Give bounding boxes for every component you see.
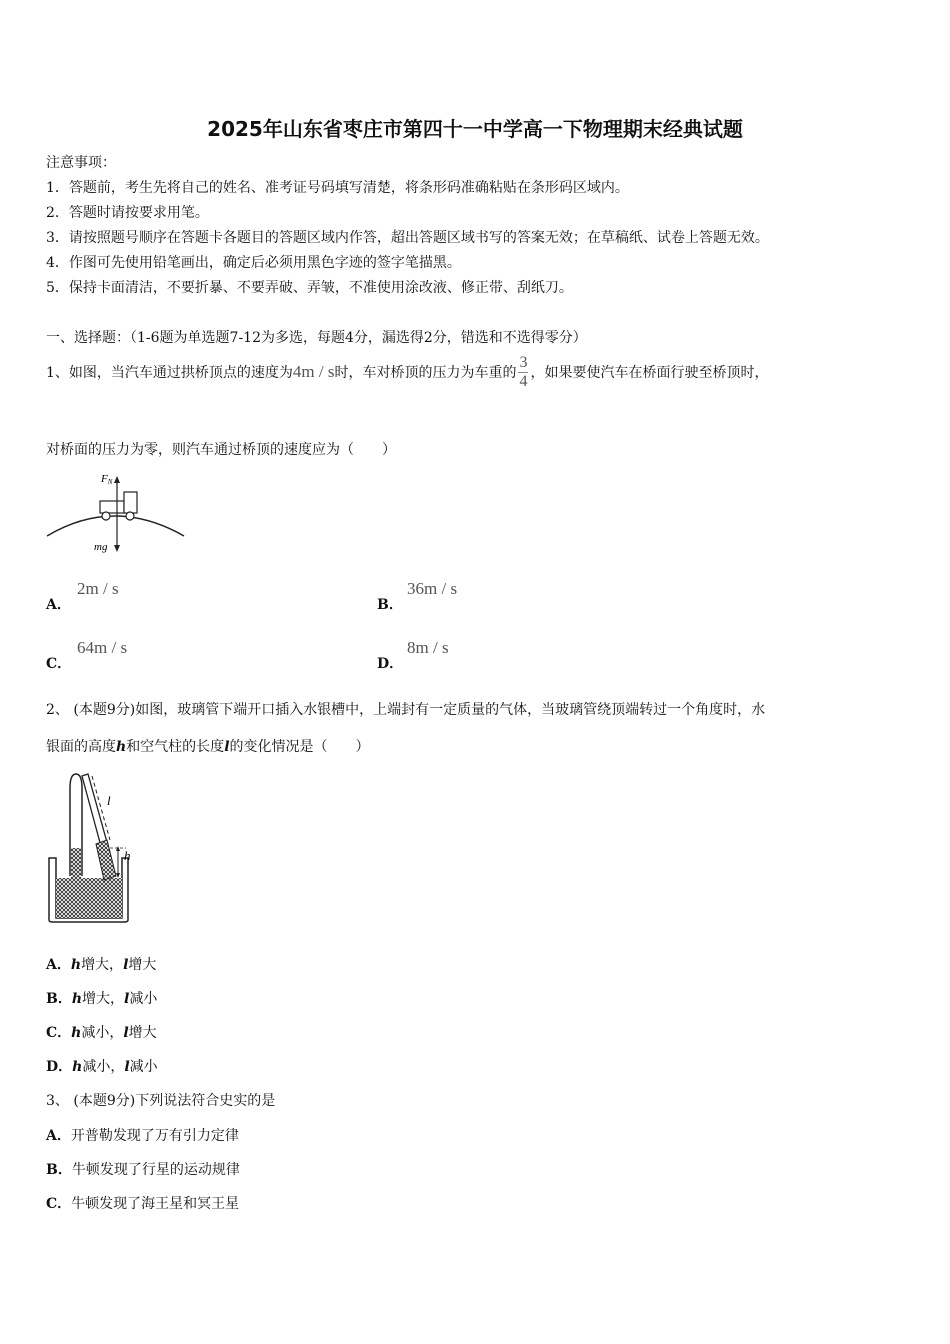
question-1-line1 xyxy=(46,350,768,394)
label-h: h xyxy=(124,848,131,863)
notice-item: 5．保持卡面清洁，不要折暴、不要弄破、弄皱，不准使用涂改液、修正带、刮纸刀。 xyxy=(46,280,573,296)
q1-option-c[interactable]: C． xyxy=(46,656,72,672)
q1-option-d[interactable]: D． xyxy=(377,656,404,672)
arrow-head-icon xyxy=(114,545,120,552)
bridge-car-figure xyxy=(44,466,189,558)
q3-option-a[interactable]: A．开普勒发现了万有引力定律 xyxy=(46,1128,239,1144)
arrow-head-icon xyxy=(116,873,120,878)
arrow-head-icon xyxy=(114,476,120,483)
q1-fraction-den: 4 xyxy=(519,372,528,390)
var-l: l xyxy=(224,739,230,755)
q1-fraction xyxy=(518,354,528,391)
q1-option-b[interactable]: B． xyxy=(377,597,403,613)
q1-fraction-num: 3 xyxy=(519,353,528,371)
question-2-line1: 2、 (本题9分)如图，玻璃管下端开口插入水银槽中，上端封有一定质量的气体，当玻璃管绕顶端转过一个角度时，水 xyxy=(46,702,766,718)
q1-text-part3: ，如果要使汽车在桥面行驶至桥顶时， xyxy=(530,365,769,381)
q1-option-a-value: 2m / s xyxy=(77,579,119,598)
q1-option-d-value: 8m / s xyxy=(407,638,449,657)
q2-option-a[interactable]: A．h增大，l增大 xyxy=(46,957,157,973)
notice-item: 4．作图可先使用铅笔画出，确定后必须用黑色字迹的签字笔描黑。 xyxy=(46,255,461,271)
q1-option-b-value: 36m / s xyxy=(407,579,458,598)
q1-text-part2: 时，车对桥顶的压力为车重的 xyxy=(334,365,517,381)
question-3-line1: 3、 (本题9分)下列说法符合史实的是 xyxy=(46,1093,276,1109)
question-2-line2: 银面的高度h和空气柱的长度l的变化情况是（ ） xyxy=(46,739,370,755)
question-1-line2: 对桥面的压力为零，则汽车通过桥顶的速度应为（ ） xyxy=(46,442,396,458)
section-heading: 一、选择题：（1-6题为单选题7-12为多选，每题4分，漏选得2分，错选和不选得零分） xyxy=(46,330,587,346)
notice-item: 3．请按照题号顺序在答题卡各题目的答题区域内作答，超出答题区域书写的答案无效；在草稿纸、试卷上答题无效。 xyxy=(46,230,769,246)
label-l: l xyxy=(107,793,111,808)
mercury-fill xyxy=(56,878,122,918)
q1-speed: 4m / s xyxy=(292,362,335,381)
var-h: h xyxy=(116,739,127,755)
q1-option-a[interactable]: A． xyxy=(46,597,71,613)
q1-text-part1: 1、如图，当汽车通过拱桥顶点的速度为 xyxy=(46,365,293,381)
tube-mercury-column xyxy=(71,848,81,878)
label-mg: mg xyxy=(94,541,108,553)
q3-option-b[interactable]: B．牛顿发现了行星的运动规律 xyxy=(46,1162,240,1178)
q2-option-b[interactable]: B．h增大，l减小 xyxy=(46,991,158,1007)
arrow-head-icon xyxy=(116,846,120,851)
q3-option-c[interactable]: C．牛顿发现了海王星和冥王星 xyxy=(46,1196,240,1212)
tilted-mercury-column xyxy=(96,840,116,880)
notice-item: 1．答题前，考生先将自己的姓名、准考证号码填写清楚，将条形码准确粘贴在条形码区域内。 xyxy=(46,180,629,196)
notice-header: 注意事项： xyxy=(46,155,116,171)
q2-option-d[interactable]: D．h减小，l减小 xyxy=(46,1059,158,1075)
arch-bridge xyxy=(47,516,184,536)
glass-tube-figure xyxy=(44,770,144,925)
q1-option-c-value: 64m / s xyxy=(77,638,128,657)
q2-option-c[interactable]: C．h减小，l增大 xyxy=(46,1025,157,1041)
label-fn: FN xyxy=(101,473,113,486)
notice-item: 2．答题时请按要求用笔。 xyxy=(46,205,209,221)
page-title: 2025年山东省枣庄市第四十一中学高一下物理期末经典试题 xyxy=(207,117,743,141)
